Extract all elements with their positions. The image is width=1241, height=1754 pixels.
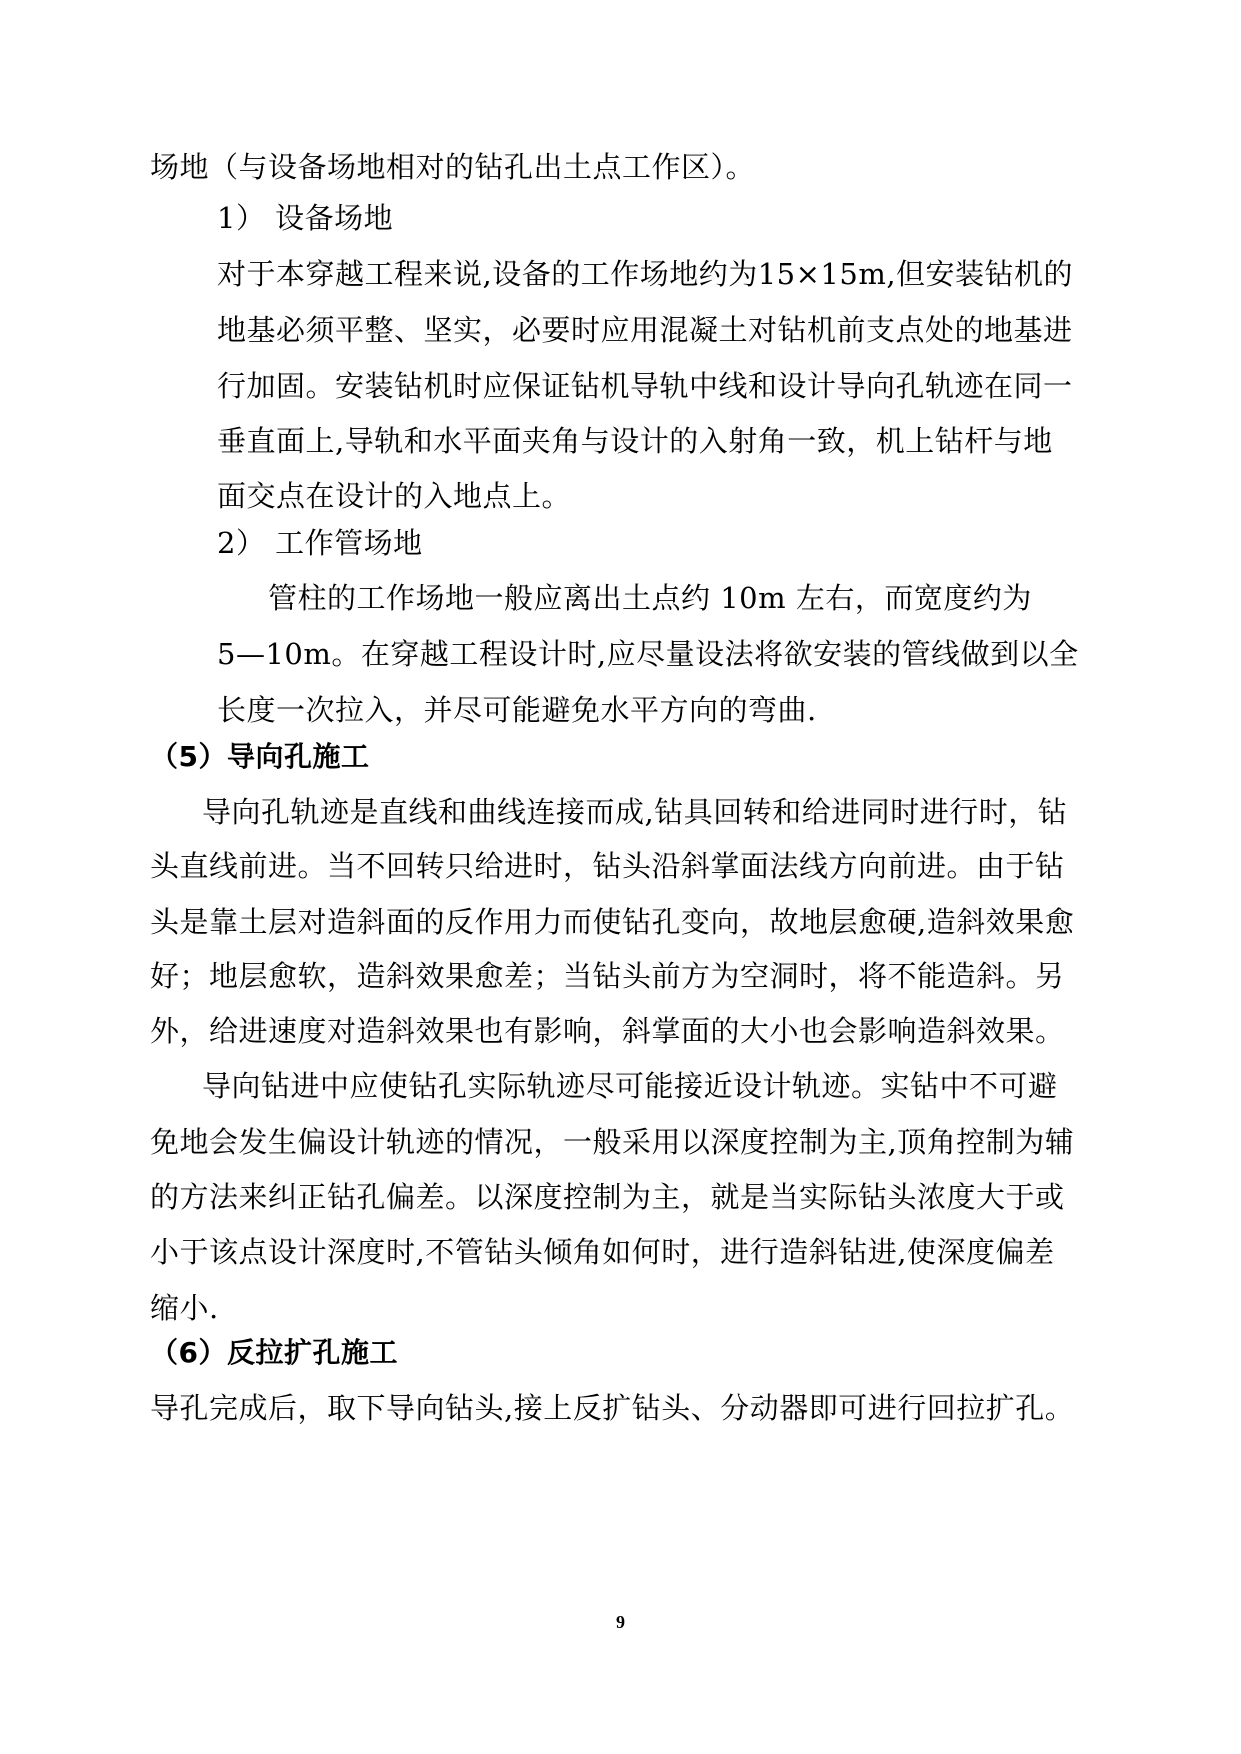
paragraph-line: 导孔完成后，取下导向钻头,接上反扩钻头、分动器即可进行回拉扩孔。 xyxy=(150,1391,1075,1425)
paragraph-line: 头是靠土层对造斜面的反作用力而使钻孔变向，故地层愈硬,造斜效果愈 xyxy=(150,905,1075,939)
paragraph-line: 导向钻进中应使钻孔实际轨迹尽可能接近设计轨迹。实钻中不可避 xyxy=(202,1069,1058,1103)
paragraph-line: 面交点在设计的入地点上。 xyxy=(217,479,572,513)
paragraph-line: 场地（与设备场地相对的钻孔出土点工作区）。 xyxy=(150,150,756,184)
page-number: 9 xyxy=(616,1612,625,1632)
subsection-title-pipe-site: 2） 工作管场地 xyxy=(217,526,423,560)
paragraph-line: 导向孔轨迹是直线和曲线连接而成,钻具回转和给进同时进行时，钻 xyxy=(202,795,1068,829)
paragraph-line: 5—10m。在穿越工程设计时,应尽量设法将欲安装的管线做到以全 xyxy=(217,637,1079,671)
paragraph-line: 小于该点设计深度时,不管钻头倾角如何时，进行造斜钻进,使深度偏差 xyxy=(150,1235,1055,1269)
paragraph-line: 地基必须平整、坚实，必要时应用混凝土对钻机前支点处的地基进 xyxy=(217,313,1073,347)
paragraph-line: 免地会发生偏设计轨迹的情况，一般采用以深度控制为主,顶角控制为辅 xyxy=(150,1125,1075,1159)
paragraph-line: 长度一次拉入，并尽可能避免水平方向的弯曲. xyxy=(217,693,817,727)
paragraph-line: 对于本穿越工程来说,设备的工作场地约为15×15m,但安装钻机的 xyxy=(217,257,1074,291)
paragraph-line: 外，给进速度对造斜效果也有影响，斜掌面的大小也会影响造斜效果。 xyxy=(150,1014,1065,1048)
paragraph-line: 缩小. xyxy=(150,1291,219,1325)
subsection-title-equipment-site: 1） 设备场地 xyxy=(217,201,394,235)
paragraph-line: 的方法来纠正钻孔偏差。以深度控制为主，就是当实际钻头浓度大于或 xyxy=(150,1180,1065,1214)
section-heading-pilot-hole: （5）导向孔施工 xyxy=(150,740,370,773)
paragraph-line: 管柱的工作场地一般应离出土点约 10m 左右，而宽度约为 xyxy=(268,581,1032,615)
paragraph-line: 头直线前进。当不回转只给进时，钻头沿斜掌面法线方向前进。由于钻 xyxy=(150,849,1065,883)
paragraph-line: 垂直面上,导轨和水平面夹角与设计的入射角一致，机上钻杆与地 xyxy=(217,424,1053,458)
paragraph-line: 行加固。安装钻机时应保证钻机导轨中线和设计导向孔轨迹在同一 xyxy=(217,369,1073,403)
paragraph-line: 好；地层愈软，造斜效果愈差；当钻头前方为空洞时，将不能造斜。另 xyxy=(150,959,1065,993)
section-heading-back-reaming: （6）反拉扩孔施工 xyxy=(150,1336,398,1369)
